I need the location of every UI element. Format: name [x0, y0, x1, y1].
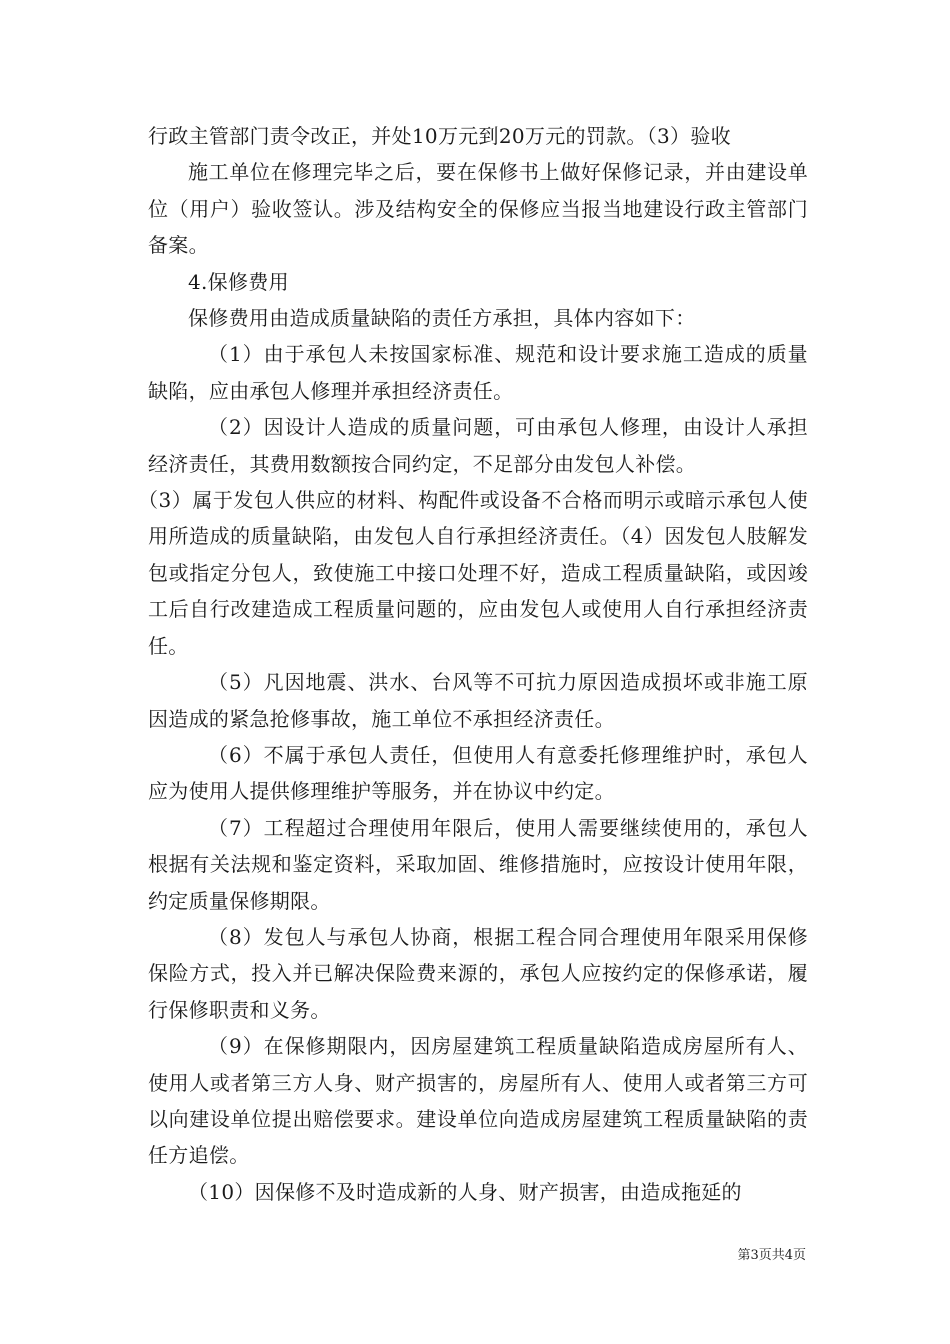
- paragraph-penalty-continuation: 行政主管部门责令改正，并处10万元到20万元的罚款。（3）验收: [148, 124, 731, 148]
- list-item-1: （1）由于承包人未按国家标准、规范和设计要求施工造成的质量缺陷，应由承包人修理并承担经济责任。: [148, 342, 808, 403]
- paragraph-cost-intro: 保修费用由造成质量缺陷的责任方承担，具体内容如下：: [188, 306, 696, 331]
- paragraph-acceptance: 施工单位在修理完毕之后，要在保修书上做好保修记录，并由建设单位（用户）验收签认。涉及结构安全的保修应当报当地建设行政主管部门备案。: [148, 160, 808, 258]
- list-item-9: （9）在保修期限内，因房屋建筑工程质量缺陷造成房屋所有人、使用人或者第三方人身、财产损害的，房屋所有人、使用人或者第三方可以向建设单位提出赔偿要求。建设单位向造成房屋建筑工程质量缺陷的责任方追偿。: [148, 1034, 808, 1168]
- document-body: [138, 118, 808, 1210]
- section-heading-warranty-cost: 4.保修费用: [188, 269, 289, 294]
- list-item-2: （2）因设计人造成的质量问题，可由承包人修理，由设计人承担经济责任，其费用数额按合同约定，不足部分由发包人补偿。: [148, 415, 808, 476]
- list-item-5: （5）凡因地震、洪水、台风等不可抗力原因造成损坏或非施工原因造成的紧急抢修事故，施工单位不承担经济责任。: [148, 670, 808, 731]
- list-item-3-4: （3）属于发包人供应的材料、构配件或设备不合格而明示或暗示承包人使用所造成的质量缺陷，由发包人自行承担经济责任。（4）因发包人肢解发包或指定分包人，致使施工中接口处理不好，造成工程质量缺陷，或因竣工后自行改建造成工程质量问题的，应由发包人或使用人自行承担经济责任。: [138, 488, 808, 658]
- page-number-footer: 第3页共4页: [737, 1248, 806, 1263]
- list-item-8: （8）发包人与承包人协商，根据工程合同合理使用年限采用保修保险方式，投入并已解决保险费来源的，承包人应按约定的保修承诺，履行保修职责和义务。: [148, 924, 808, 1022]
- list-item-7: （7）工程超过合理使用年限后，使用人需要继续使用的，承包人根据有关法规和鉴定资料，采取加固、维修措施时，应按设计使用年限，约定质量保修期限。: [148, 815, 808, 913]
- list-item-10: （10）因保修不及时造成新的人身、财产损害，由造成拖延的: [188, 1179, 742, 1204]
- list-item-6: （6）不属于承包人责任，但使用人有意委托修理维护时，承包人应为使用人提供修理维护等服务，并在协议中约定。: [148, 742, 808, 804]
